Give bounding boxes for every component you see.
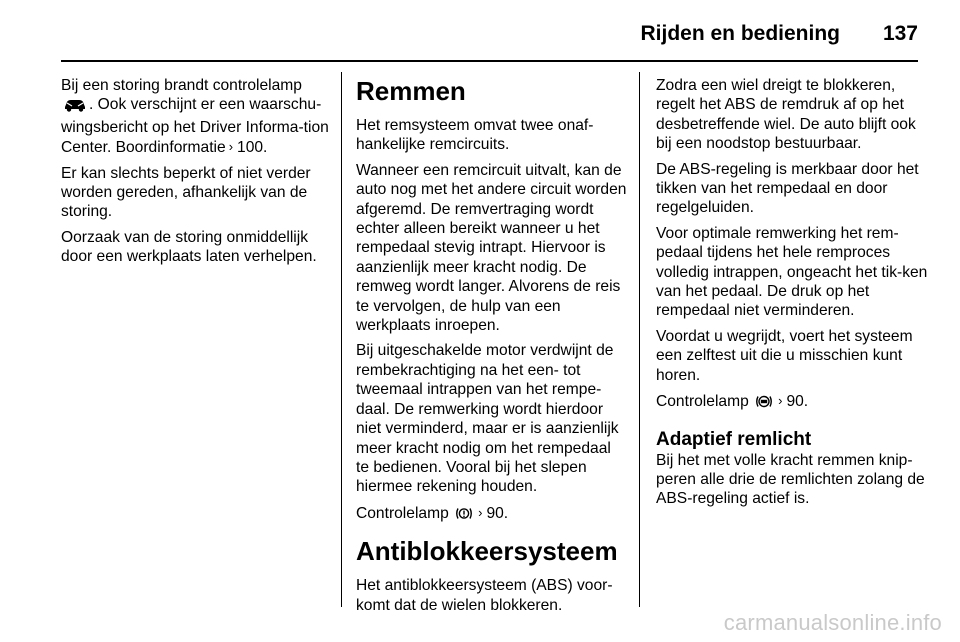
paragraph: De ABS-regeling is merkbaar door het tikken van het rempedaal en door regelgeluiden.	[656, 160, 919, 217]
paragraph: Oorzaak van de storing onmiddellijk door een werkplaats laten verhelpen.	[61, 228, 317, 266]
paragraph: Controlelamp › 90.	[356, 503, 628, 526]
paragraph: Bij een storing brandt controlelamp . Ook verschijnt er een waarschu-wingsbericht op het Driver Informa-tion Center. Boordinformatie › 100.	[61, 77, 329, 157]
paragraph: Voordat u wegrijdt, voert het systeem een zelftest uit die u misschien kunt horen.	[656, 327, 913, 384]
column-1	[61, 76, 333, 273]
section-heading: Remmen	[356, 76, 466, 106]
car-warning-icon	[63, 97, 87, 117]
paragraph: Bij uitgeschakelde motor verdwijnt de rembekrachtiging na het een- tot tweemaal intrappen van het rempe-daal. De remwerking wordt hierdoor niet verminderd, maar er is aanzienlijk meer kracht nodig om het rempedaal te bedienen. Vooral bij het slepen hiermee rekening houden.	[356, 342, 619, 496]
column-divider-2	[639, 72, 640, 607]
paragraph: Er kan slechts beperkt of niet verder worden gereden, afhankelijk van de storing.	[61, 164, 311, 221]
paragraph: Wanneer een remcircuit uitvalt, kan de auto nog met het andere circuit worden afgeremd. De remvertraging wordt echter alleen bereikt wanneer u het rempedaal stevig intrapt. Hiervoor is aanzienlijk meer kracht nodig. De remweg wordt langer. Alvorens de reis te vervolgen, de hulp van een werkplaats inroepen.	[356, 161, 627, 335]
header-title: Rijden en bediening	[640, 22, 840, 45]
section-heading: Antiblokkeersysteem	[356, 536, 618, 567]
column-divider-1	[341, 72, 342, 607]
abs-warning-icon	[755, 394, 773, 414]
watermark: carmanualsonline.info	[723, 610, 942, 635]
arrow-icon: ›	[478, 504, 483, 520]
paragraph: Voor optimale remwerking het rem-pedaal tijdens het hele remproces volledig intrappen, ongeacht het tik-ken van het pedaal. De druk op het rempedaal niet verminderen.	[656, 224, 928, 320]
arrow-icon: ›	[228, 139, 234, 155]
column-3	[656, 76, 928, 515]
paragraph: Zodra een wiel dreigt te blokkeren, regelt het ABS de remdruk af op het desbetreffende wiel. De auto blijft ook bij een noodstop bestuurbaar.	[656, 77, 916, 153]
column-2	[356, 76, 628, 621]
paragraph: Bij het met volle kracht remmen knip-peren alle drie de remlichten zolang de ABS-regeling actief is.	[656, 451, 925, 508]
paragraph: Controlelamp › 90.	[656, 391, 928, 414]
header-rule	[61, 60, 918, 62]
brake-warning-icon	[455, 506, 473, 526]
paragraph: Het remsysteem omvat twee onaf-hankelijke remcircuits.	[356, 117, 594, 154]
arrow-icon: ›	[778, 393, 783, 409]
subsection-heading: Adaptief remlicht	[656, 428, 812, 450]
paragraph: Het antiblokkeersysteem (ABS) voor-komt dat de wielen blokkeren.	[356, 577, 613, 614]
page-number: 137	[882, 22, 918, 45]
